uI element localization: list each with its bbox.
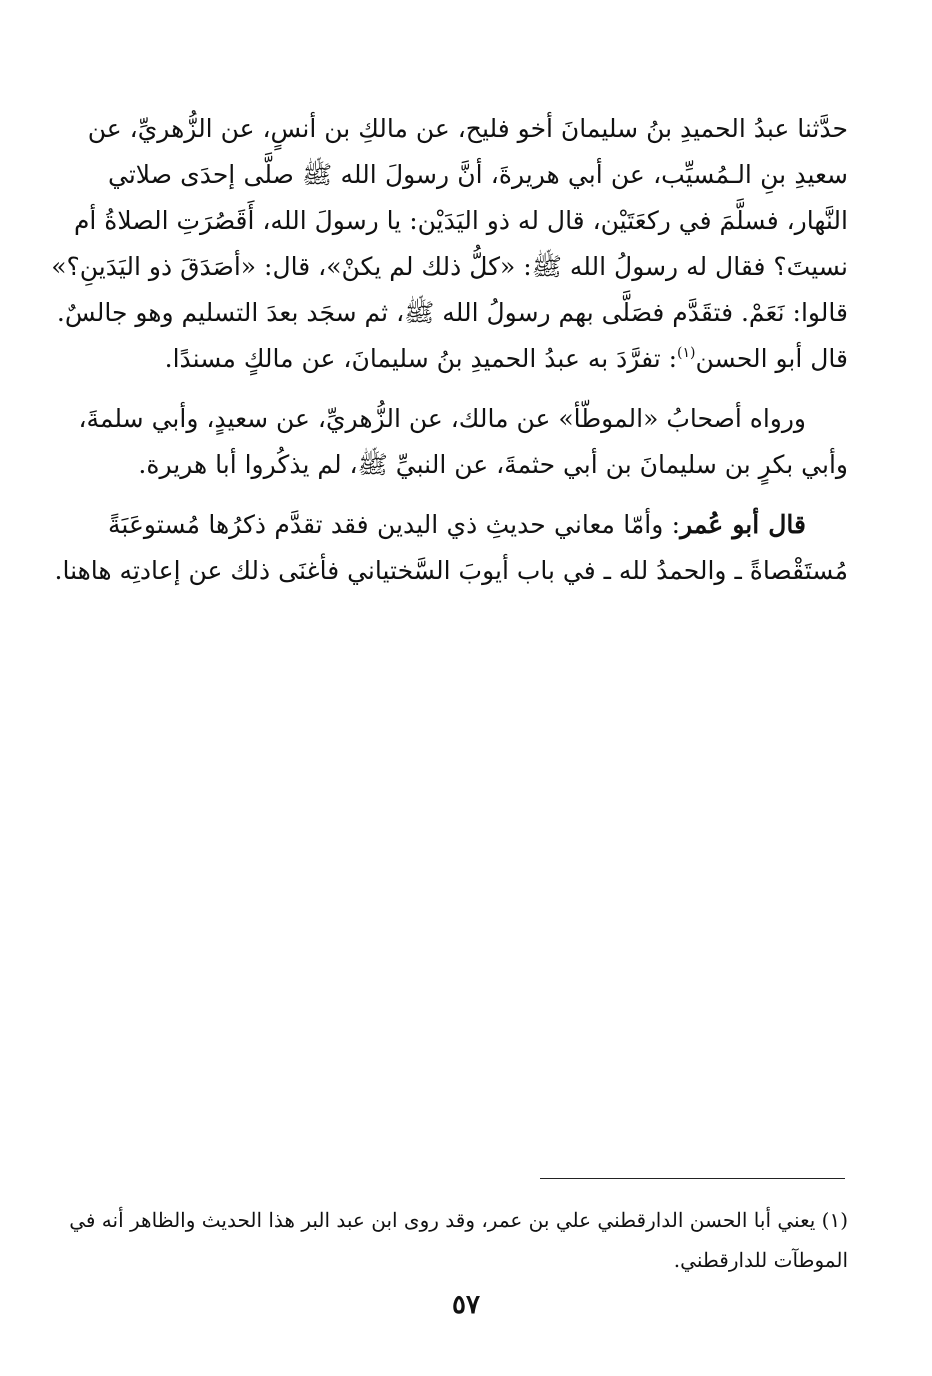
footnote-line: الموطآت للدارقطني. (673, 1248, 848, 1272)
text-line: قالوا: نَعَمْ. فتقَدَّم فصَلَّى بهم رسولُ الله ﷺ، ثم سجَد بعدَ التسليم وهو جالسٌ. (56, 298, 848, 327)
text-segment: : تفرَّدَ به عبدُ الحميدِ بنُ سليمانَ، عن مالكٍ مسندًا. (164, 344, 678, 373)
paragraph-gap (108, 488, 848, 502)
main-text (51, 106, 848, 594)
text-segment: قال أبو الحسن (695, 344, 848, 373)
paragraph-gap (108, 382, 848, 396)
text-line (108, 502, 848, 548)
text-line: النَّهار، فسلَّمَ في ركعَتَيْن، قال له ذو اليَدَيْن: يا رسولَ الله، أَقَصُرَتِ الصلاةُ أم (73, 206, 848, 235)
paragraph-abu-umar (54, 502, 848, 594)
text-segment: : وأمّا معاني حديثِ ذي اليدين فقد تقدَّم ذكرُها مُستوعَبَةً (108, 510, 681, 539)
footnote-reference: (١) (677, 345, 696, 361)
text-line: حدَّثنا عبدُ الحميدِ بنُ سليمانَ أخو فليح، عن مالكِ بن أنسٍ، عن الزُّهريِّ، عن (87, 114, 848, 143)
text-line: وأبي بكرٍ بن سليمانَ بن أبي حثمةَ، عن النبيِّ ﷺ، لم يذكُروا أبا هريرة. (138, 450, 848, 479)
footnote-separator (540, 1178, 845, 1179)
footnote-line: (١) يعني أبا الحسن الدارقطني علي بن عمر، وقد روى ابن عبد البر هذا الحديث والظاهر أنه في (69, 1208, 848, 1232)
speaker-label: قال أبو عُمر (680, 510, 806, 539)
text-line: سعيدِ بنِ الـمُسيِّب، عن أبي هريرةَ، أنَّ رسولَ الله ﷺ صلَّى إحدَى صلاتي (108, 160, 848, 189)
footnote (69, 1200, 848, 1280)
text-line: نسيتَ؟ فقال له رسولُ الله ﷺ: «كلُّ ذلك لم يكنْ»، قال: «أصَدَقَ ذو اليَدَينِ؟» (51, 252, 848, 281)
paragraph-hadith (51, 106, 848, 382)
text-line: ورواه أصحابُ «الموطّأ» عن مالك، عن الزُّهريِّ، عن سعيدٍ، وأبي سلمةَ، (78, 404, 806, 433)
page-number: ٥٧ (452, 1290, 480, 1320)
text-line: مُستَقْصاةً ـ والحمدُ لله ـ في باب أيوبَ السَّختياني فأغنَى ذلك عن إعادتِه هاهنا. (54, 556, 848, 585)
paragraph-muwatta (78, 396, 848, 488)
text-line (108, 336, 848, 382)
